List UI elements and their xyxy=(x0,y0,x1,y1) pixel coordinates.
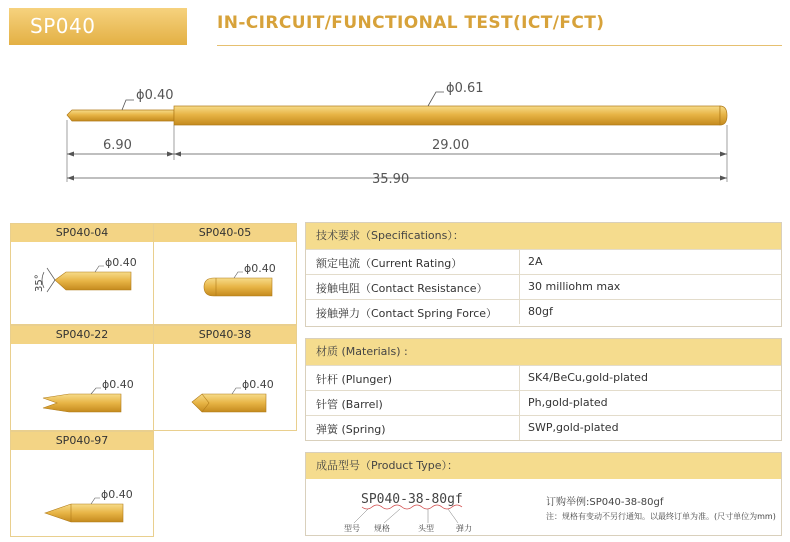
product-type-panel xyxy=(305,452,782,536)
tip-card-04 xyxy=(10,223,154,325)
tip-diameter: ϕ0.40 xyxy=(244,262,276,275)
spec-row: 接触电阻（Contact Resistance） 30 milliohm max xyxy=(306,274,781,299)
material-row: 弹簧 (Spring) SWP,gold-plated xyxy=(306,415,781,440)
barrel-shape xyxy=(174,106,720,125)
tip-code: SP040-05 xyxy=(154,224,296,242)
order-example: 订购举例:SP040-38-80gf xyxy=(546,497,664,508)
tip-card-97 xyxy=(10,431,154,537)
tip-card-22 xyxy=(10,325,154,431)
part-label-head: 头型 xyxy=(418,524,434,533)
spec-row: 接触弹力（Contact Spring Force） 80gf xyxy=(306,299,781,324)
tip-code: SP040-97 xyxy=(11,432,153,450)
materials-heading: 材质 (Materials) : xyxy=(306,339,781,365)
tip-code: SP040-22 xyxy=(11,326,153,344)
barrel-length-label: 29.00 xyxy=(432,138,470,153)
tip-card-05 xyxy=(153,223,297,325)
tip-38-drawing xyxy=(154,344,296,430)
materials-panel xyxy=(305,338,782,441)
part-label-spec: 规格 xyxy=(374,524,390,533)
tip-angle-label: 35° xyxy=(34,274,45,292)
barrel-diameter-label: ϕ0.61 xyxy=(446,81,484,96)
tip-code: SP040-04 xyxy=(11,224,153,242)
plunger-diameter-label: ϕ0.40 xyxy=(136,88,174,103)
probe-dimension-drawing xyxy=(0,70,790,190)
specifications-heading: 技术要求（Specifications）： xyxy=(306,223,781,249)
tip-22-drawing xyxy=(11,344,153,430)
tip-05-drawing xyxy=(154,242,296,324)
tip-diameter: ϕ0.40 xyxy=(242,378,274,391)
tip-diameter: ϕ0.40 xyxy=(101,488,133,501)
order-note: 注：规格有变动不另行通知。以最终订单为准。(尺寸单位为mm) xyxy=(546,512,776,521)
tip-97-drawing xyxy=(11,450,153,536)
title-underline xyxy=(217,45,782,46)
tip-04-drawing xyxy=(11,242,153,324)
material-row: 针杆 (Plunger) SK4/BeCu,gold-plated xyxy=(306,365,781,390)
material-row: 针管 (Barrel) Ph,gold-plated xyxy=(306,390,781,415)
tip-diameter: ϕ0.40 xyxy=(105,256,137,269)
model-badge xyxy=(9,8,187,45)
part-label-model: 型号 xyxy=(344,524,360,533)
specifications-panel xyxy=(305,222,782,327)
page-title: IN-CIRCUIT/FUNCTIONAL TEST(ICT/FCT) xyxy=(217,13,605,33)
total-length-label: 35.90 xyxy=(372,172,410,187)
plunger-length-label: 6.90 xyxy=(103,138,132,153)
tip-code: SP040-38 xyxy=(154,326,296,344)
tip-card-38 xyxy=(153,325,297,431)
part-label-force: 弹力 xyxy=(456,524,472,533)
product-code-diagram xyxy=(306,479,781,535)
spec-row: 额定电流（Current Rating） 2A xyxy=(306,249,781,274)
product-code: SP040-38-80gf xyxy=(361,492,463,507)
tip-diameter: ϕ0.40 xyxy=(102,378,134,391)
plunger-shape xyxy=(67,110,174,121)
product-type-heading: 成品型号（Product Type）： xyxy=(306,453,781,479)
model-name: SP040 xyxy=(30,14,96,38)
